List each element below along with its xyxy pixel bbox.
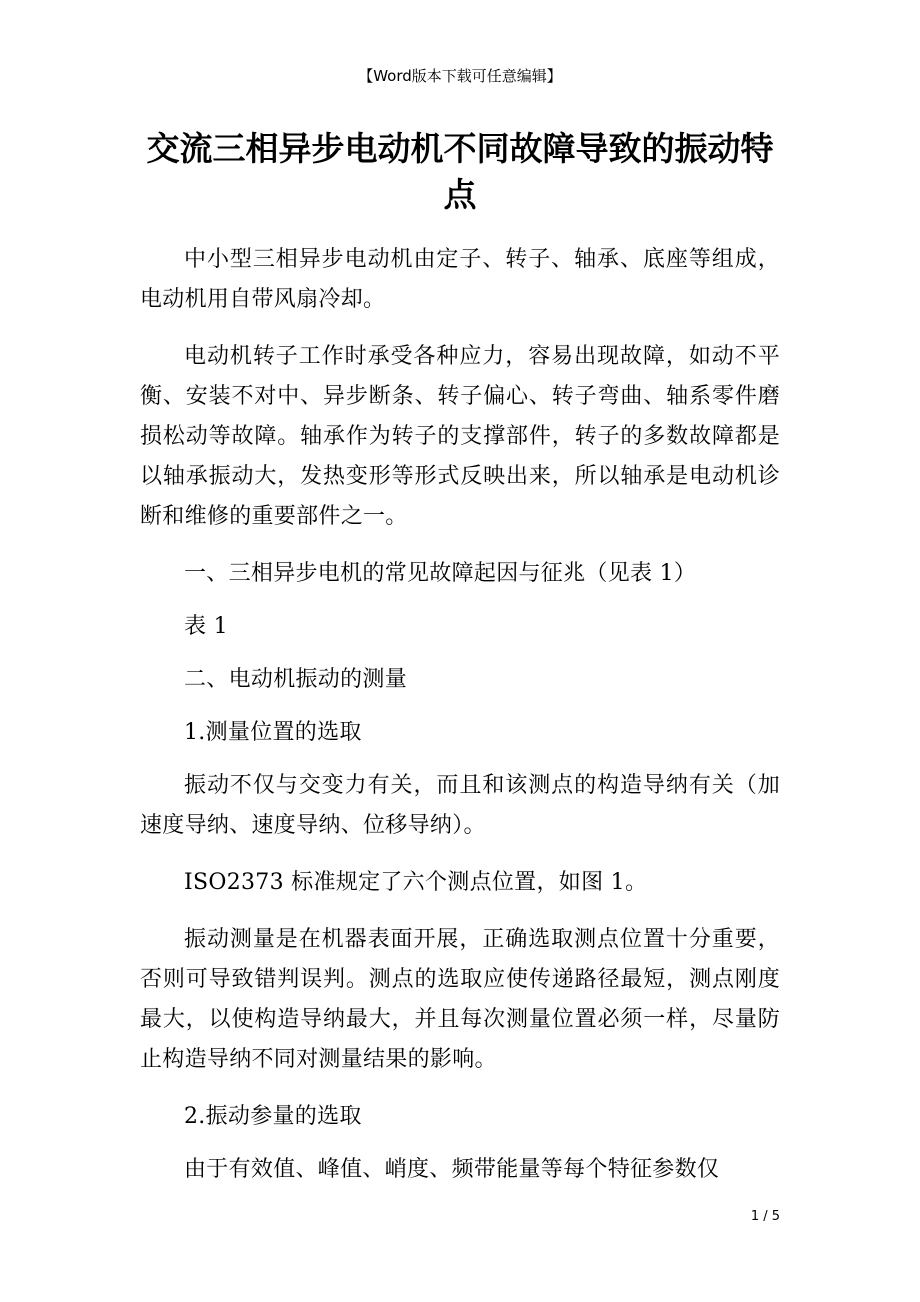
- paragraph-motor-composition: 中小型三相异步电动机由定子、转子、轴承、底座等组成，电动机用自带风扇冷却。: [140, 247, 780, 312]
- paragraph-iso-standard: ISO2373 标准规定了六个测点位置，如图 1。: [184, 870, 648, 895]
- subheading-measurement-position: 1.测量位置的选取: [184, 720, 362, 745]
- header-note: 【Word版本下载可任意编辑】: [358, 67, 562, 85]
- subheading-parameter-selection: 2.振动参量的选取: [184, 1104, 362, 1129]
- paragraph-vibration-admittance: 振动不仅与交变力有关，而且和该测点的构造导纳有关（加速度导纳、速度导纳、位移导纳）。: [140, 773, 780, 838]
- document-title: 交流三相异步电动机不同故障导致的振动特点: [146, 129, 774, 214]
- page-number: 1 / 5: [750, 1209, 780, 1224]
- table-caption: 表 1: [184, 614, 228, 639]
- paragraph-measurement-points: 振动测量是在机器表面开展，正确选取测点位置十分重要，否则可导致错判误判。测点的选取应使传递路径最短，测点刚度最大，以使构造导纳最大，并且每次测量位置必须一样，尽量防止构造导纳不同对测量结果的影响。: [140, 927, 780, 1072]
- paragraph-feature-parameters: 由于有效值、峰值、峭度、频带能量等每个特征参数仅: [184, 1157, 720, 1182]
- document-body: [140, 240, 780, 1207]
- section-heading-common-faults: 一、三相异步电机的常见故障起因与征兆（见表 1）: [184, 561, 697, 586]
- paragraph-rotor-faults: 电动机转子工作时承受各种应力，容易出现故障，如动不平衡、安装不对中、异步断条、转子偏心、转子弯曲、轴系零件磨损松动等故障。轴承作为转子的支撑部件，转子的多数故障都是以轴承振动大，发热变形等形式反映出来，所以轴承是电动机诊断和维修的重要部件之一。: [140, 344, 780, 529]
- section-heading-vibration-measurement: 二、电动机振动的测量: [184, 667, 408, 692]
